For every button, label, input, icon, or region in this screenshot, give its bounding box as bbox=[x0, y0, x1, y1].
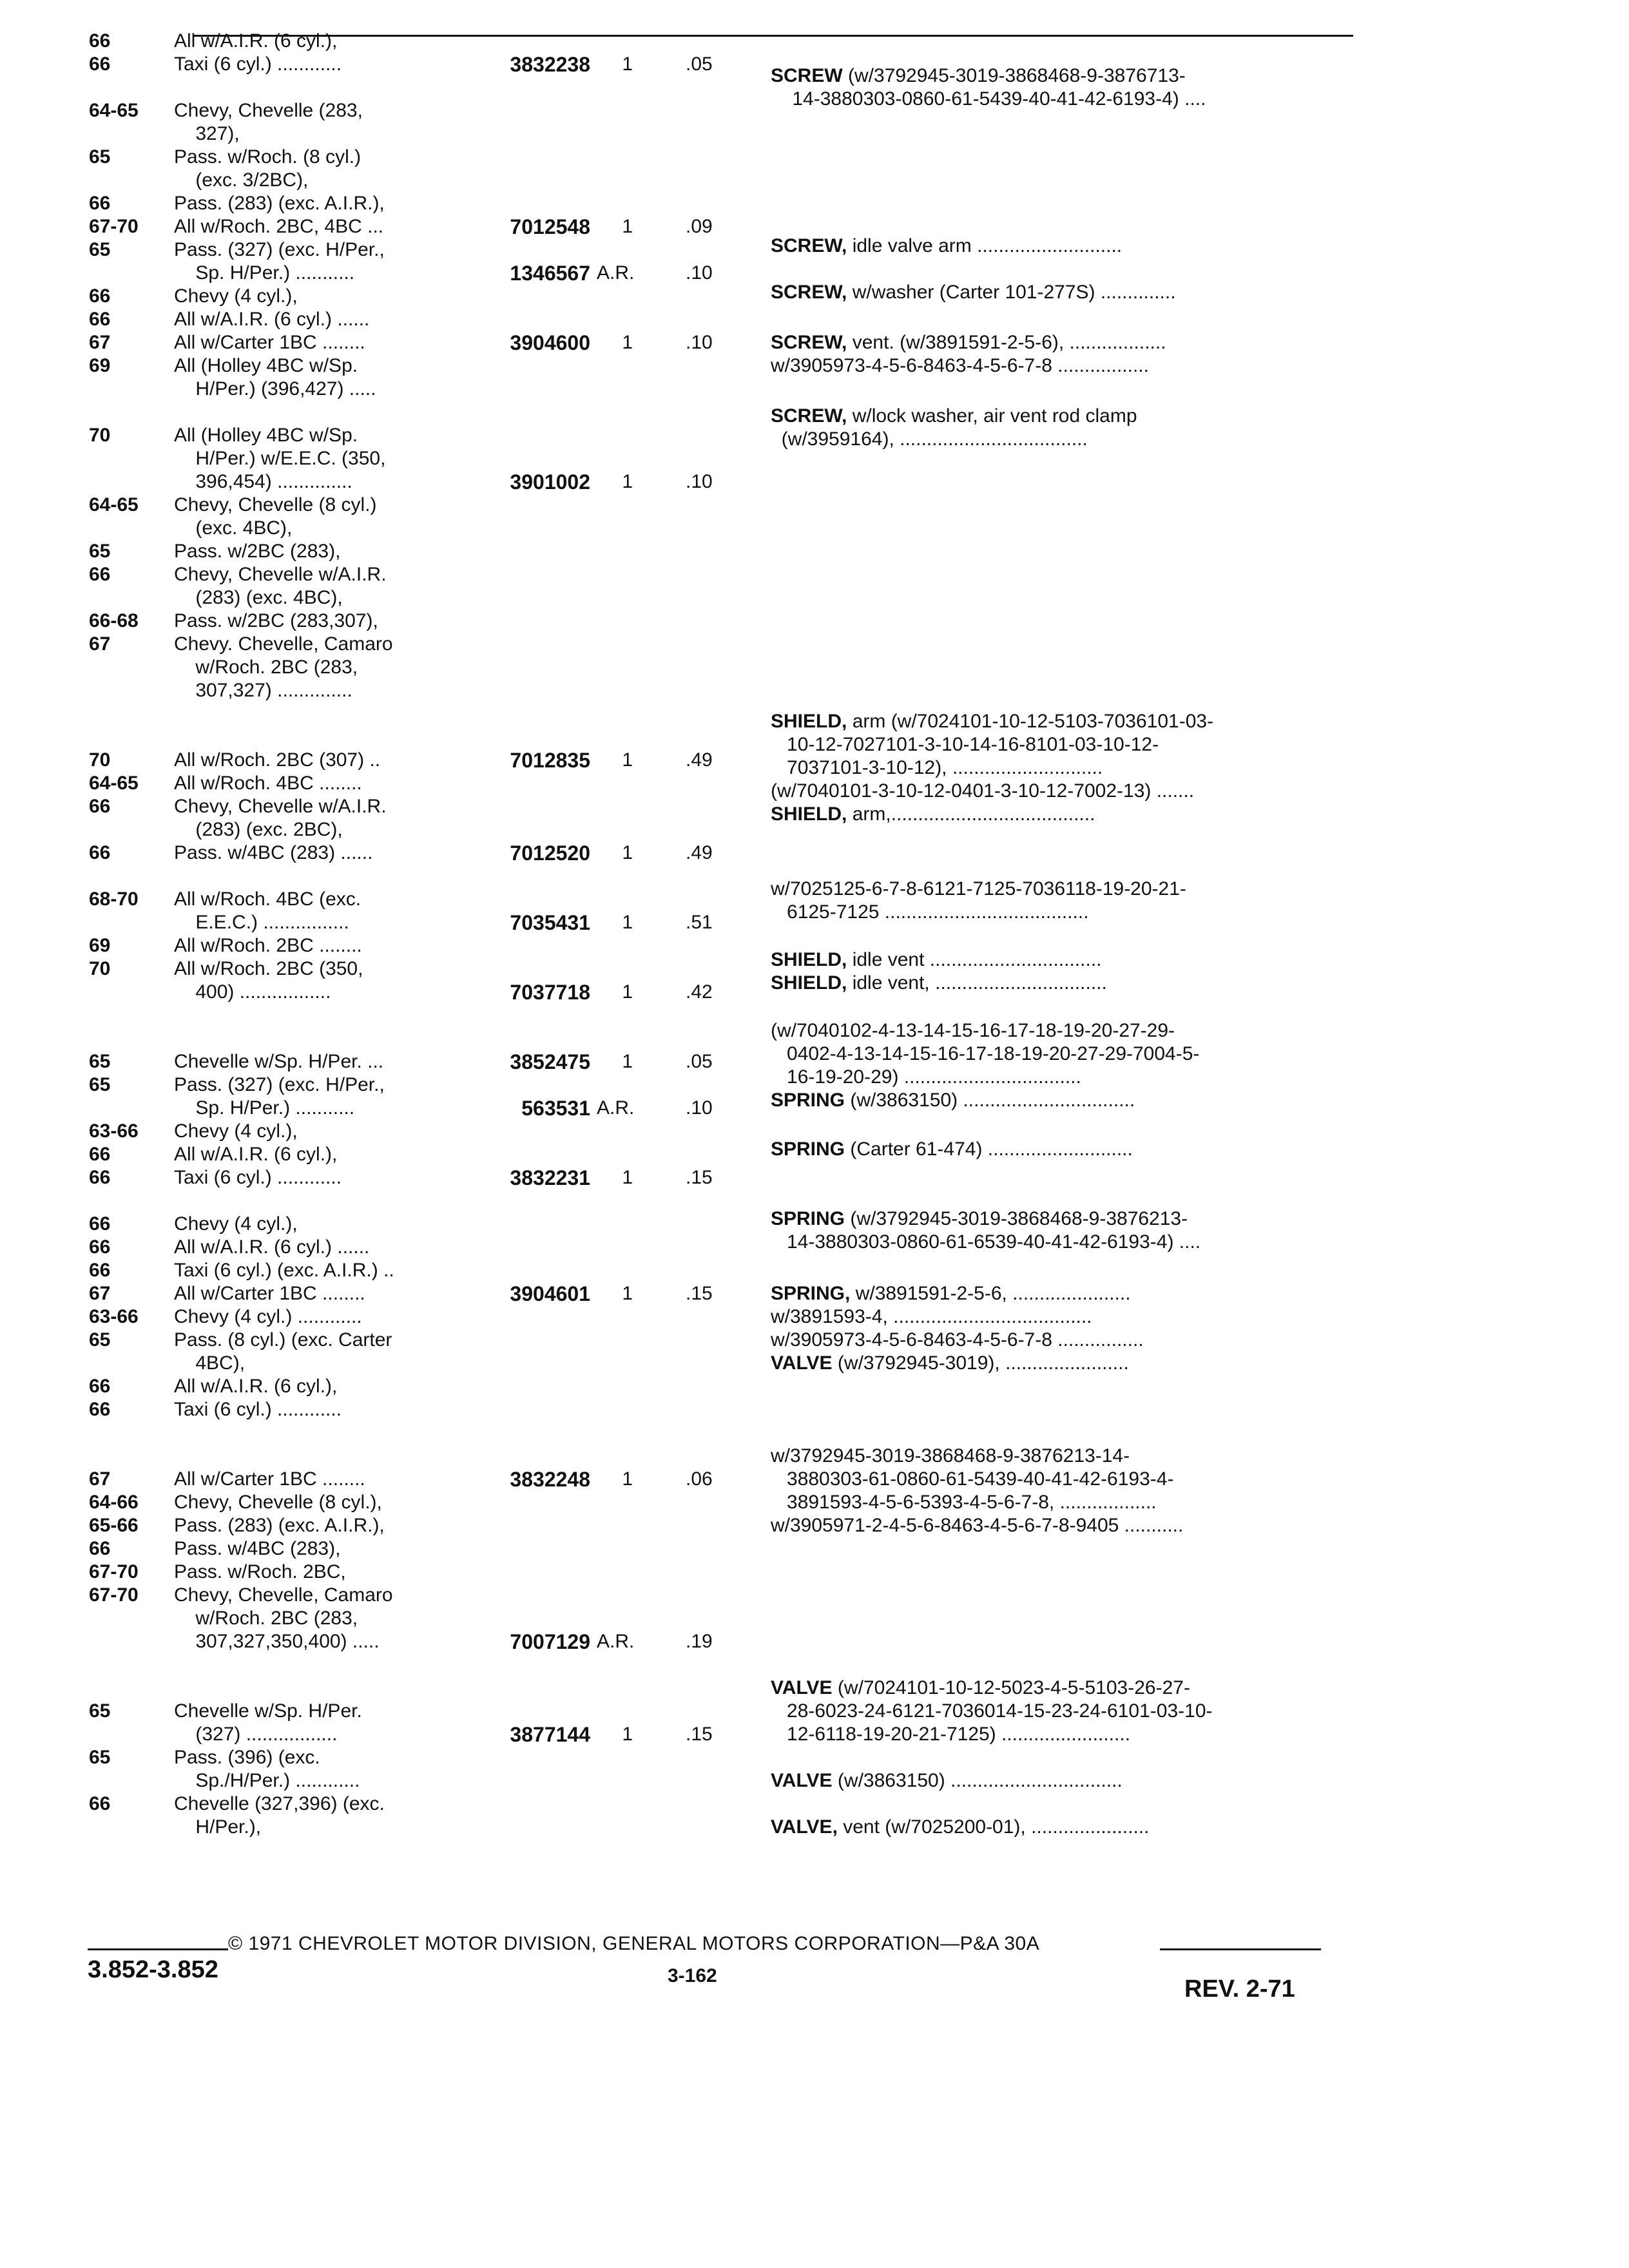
application-description: Taxi (6 cyl.) ............ bbox=[174, 1399, 342, 1420]
quantity: 1 bbox=[622, 842, 633, 863]
part-name-line bbox=[771, 1445, 1130, 1468]
model-year: 65 bbox=[89, 541, 111, 562]
model-year: 66 bbox=[89, 564, 111, 585]
part-name-line bbox=[771, 1138, 1133, 1161]
model-year: 67 bbox=[89, 633, 111, 655]
part-usage: w/3905973-4-5-6-8463-4-5-6-7-8 ................. bbox=[771, 355, 1149, 376]
part-usage: 3880303-61-0860-61-5439-40-41-42-6193-4- bbox=[771, 1468, 1174, 1490]
footer-rule-right bbox=[1160, 1948, 1321, 1950]
model-year: 66 bbox=[89, 1144, 111, 1165]
application-description: All w/Roch. 2BC (307) .. bbox=[174, 749, 381, 771]
application-description: Pass. w/4BC (283), bbox=[174, 1538, 341, 1559]
part-usage: w/lock washer, air vent rod clamp bbox=[847, 405, 1137, 427]
part-name-line bbox=[771, 901, 1089, 924]
part-name-line bbox=[771, 64, 1186, 88]
model-year: 66 bbox=[89, 309, 111, 330]
copyright-notice: © 1971 CHEVROLET MOTOR DIVISION, GENERAL MOTORS CORPORATION—P&A 30A bbox=[228, 1933, 1040, 1954]
application-description: 327), bbox=[174, 123, 240, 144]
part-name-line bbox=[771, 235, 1122, 258]
application-description: Pass. (396) (exc. bbox=[174, 1747, 320, 1768]
quantity: A.R. bbox=[597, 1097, 635, 1119]
model-year: 66 bbox=[89, 796, 111, 817]
model-year: 68-70 bbox=[89, 889, 139, 910]
part-usage: 10-12-7027101-3-10-14-16-8101-03-10-12- bbox=[771, 734, 1159, 755]
part-usage: w/3891591-2-5-6, ...................... bbox=[850, 1283, 1131, 1304]
application-description: (exc. 4BC), bbox=[174, 517, 293, 539]
model-year: 64-65 bbox=[89, 773, 139, 794]
application-description: 307,327,350,400) ..... bbox=[174, 1631, 380, 1652]
part-usage: (w/3792945-3019), ....................... bbox=[832, 1352, 1129, 1374]
part-number: 3904600 bbox=[510, 331, 590, 354]
application-description: All w/Carter 1BC ........ bbox=[174, 332, 365, 353]
model-year: 63-66 bbox=[89, 1120, 139, 1142]
application-description: All (Holley 4BC w/Sp. bbox=[174, 425, 358, 446]
quantity: 1 bbox=[622, 1724, 633, 1745]
application-description: (283) (exc. 2BC), bbox=[174, 819, 343, 840]
application-description: Pass. (327) (exc. H/Per., bbox=[174, 239, 385, 260]
part-usage: (Carter 61-474) ........................... bbox=[845, 1139, 1133, 1160]
application-description: Pass. w/2BC (283), bbox=[174, 541, 341, 562]
model-year: 69 bbox=[89, 935, 111, 956]
part-number: 7035431 bbox=[510, 911, 590, 934]
price: .09 bbox=[686, 216, 713, 237]
application-description: Pass. w/Roch. 2BC, bbox=[174, 1561, 346, 1582]
part-name-line bbox=[771, 331, 1166, 354]
quantity: 1 bbox=[622, 1468, 633, 1490]
application-description: All w/A.I.R. (6 cyl.), bbox=[174, 1144, 338, 1165]
part-usage: idle valve arm ........................... bbox=[847, 235, 1123, 256]
part-usage: vent (w/7025200-01), ...................... bbox=[837, 1816, 1150, 1838]
price: .15 bbox=[686, 1724, 713, 1745]
part-name: VALVE bbox=[771, 1770, 833, 1791]
part-usage: w/7025125-6-7-8-6121-7125-7036118-19-20-21- bbox=[771, 878, 1186, 899]
price: .10 bbox=[686, 332, 713, 353]
part-name-line bbox=[771, 1043, 1199, 1066]
part-usage: (w/7040101-3-10-12-0401-3-10-12-7002-13) ....... bbox=[771, 780, 1195, 802]
part-name-line bbox=[771, 1282, 1131, 1305]
application-description: All w/Roch. 2BC (350, bbox=[174, 958, 363, 979]
part-name-line bbox=[771, 1066, 1081, 1089]
part-name-line bbox=[771, 1305, 1092, 1329]
part-name-line bbox=[771, 1207, 1188, 1231]
part-number: 3852475 bbox=[510, 1050, 590, 1073]
part-usage: 12-6118-19-20-21-7125) ........................ bbox=[771, 1724, 1131, 1745]
model-year: 66 bbox=[89, 53, 111, 75]
model-year: 70 bbox=[89, 749, 111, 771]
part-number: 3832248 bbox=[510, 1468, 590, 1491]
part-name-line bbox=[771, 780, 1194, 803]
model-year: 69 bbox=[89, 355, 111, 376]
application-description: H/Per.) (396,427) ..... bbox=[174, 378, 376, 399]
part-number: 3901002 bbox=[510, 470, 590, 494]
section-code: 3.852-3.852 bbox=[88, 1956, 218, 1983]
application-description: Chevy, Chevelle, Camaro bbox=[174, 1584, 393, 1606]
quantity: 1 bbox=[622, 981, 633, 1003]
model-year: 66 bbox=[89, 842, 111, 863]
model-year: 66 bbox=[89, 1538, 111, 1559]
part-name: SHIELD, bbox=[771, 949, 847, 970]
part-name-line bbox=[771, 1514, 1183, 1537]
part-number: 7037718 bbox=[510, 981, 590, 1004]
part-usage: w/washer (Carter 101-277S) .............. bbox=[847, 282, 1176, 303]
model-year: 67 bbox=[89, 1283, 111, 1304]
model-year: 66 bbox=[89, 285, 111, 307]
part-name: SPRING bbox=[771, 1208, 845, 1229]
part-usage: w/3905971-2-4-5-6-8463-4-5-6-7-8-9405 ........... bbox=[771, 1515, 1184, 1536]
application-description: Taxi (6 cyl.) ............ bbox=[174, 53, 342, 75]
part-number: 3832238 bbox=[510, 53, 590, 76]
part-usage: 14-3880303-0860-61-6539-40-41-42-6193-4) .... bbox=[771, 1231, 1201, 1253]
model-year: 70 bbox=[89, 958, 111, 979]
quantity: 1 bbox=[622, 216, 633, 237]
application-description: (exc. 3/2BC), bbox=[174, 169, 309, 191]
application-description: All w/A.I.R. (6 cyl.), bbox=[174, 30, 338, 52]
part-name-line bbox=[771, 1019, 1175, 1043]
application-description: All w/Carter 1BC ........ bbox=[174, 1283, 365, 1304]
part-name-line bbox=[771, 1491, 1157, 1514]
part-usage: arm,...................................... bbox=[847, 803, 1095, 825]
application-description: Pass. (327) (exc. H/Per., bbox=[174, 1074, 385, 1095]
part-usage: w/3905973-4-5-6-8463-4-5-6-7-8 ................ bbox=[771, 1329, 1144, 1350]
application-description: 396,454) .............. bbox=[174, 471, 352, 492]
price: .05 bbox=[686, 1051, 713, 1072]
application-description: Sp./H/Per.) ............ bbox=[174, 1770, 360, 1791]
part-name-line bbox=[771, 1769, 1123, 1792]
application-description: Pass. (8 cyl.) (exc. Carter bbox=[174, 1329, 392, 1350]
part-number: 563531 bbox=[521, 1097, 590, 1120]
part-usage: vent. (w/3891591-2-5-6), .................. bbox=[847, 332, 1166, 353]
price: .05 bbox=[686, 53, 713, 75]
quantity: A.R. bbox=[597, 1631, 635, 1652]
part-name-line bbox=[771, 405, 1137, 428]
application-description: Pass. (283) (exc. A.I.R.), bbox=[174, 1515, 385, 1536]
quantity: 1 bbox=[622, 1283, 633, 1304]
part-name-line bbox=[771, 1816, 1149, 1839]
model-year: 65 bbox=[89, 1700, 111, 1722]
part-name-line bbox=[771, 972, 1107, 995]
model-year: 65 bbox=[89, 1747, 111, 1768]
part-name: SCREW, bbox=[771, 332, 847, 353]
part-name: VALVE bbox=[771, 1677, 833, 1698]
model-year: 67 bbox=[89, 332, 111, 353]
model-year: 67-70 bbox=[89, 1561, 139, 1582]
part-name-line bbox=[771, 281, 1176, 304]
application-description: w/Roch. 2BC (283, bbox=[174, 1608, 358, 1629]
part-name: SHIELD, bbox=[771, 972, 847, 994]
application-description: Chevy (4 cyl.), bbox=[174, 1120, 298, 1142]
part-name-line bbox=[771, 354, 1149, 378]
application-description: Sp. H/Per.) ........... bbox=[174, 262, 355, 284]
application-description: H/Per.), bbox=[174, 1816, 262, 1838]
application-description: Chevelle w/Sp. H/Per. bbox=[174, 1700, 362, 1722]
quantity: 1 bbox=[622, 332, 633, 353]
part-name-line bbox=[771, 428, 1088, 451]
model-year: 65 bbox=[89, 239, 111, 260]
price: .10 bbox=[686, 1097, 713, 1119]
part-number: 7012548 bbox=[510, 215, 590, 238]
application-description: Chevy, Chevelle (8 cyl.) bbox=[174, 494, 377, 515]
application-description: Pass. w/Roch. (8 cyl.) bbox=[174, 146, 361, 168]
model-year: 66 bbox=[89, 193, 111, 214]
application-description: 307,327) .............. bbox=[174, 680, 352, 701]
part-name: SCREW bbox=[771, 65, 843, 86]
part-name-line bbox=[771, 1329, 1144, 1352]
price: .49 bbox=[686, 749, 713, 771]
part-name-line bbox=[771, 1700, 1213, 1723]
application-description: Taxi (6 cyl.) (exc. A.I.R.) .. bbox=[174, 1260, 394, 1281]
part-usage: 14-3880303-0860-61-5439-40-41-42-6193-4) .... bbox=[771, 88, 1206, 110]
part-usage: (w/7024101-10-12-5023-4-5-5103-26-27- bbox=[832, 1677, 1190, 1698]
application-description: All w/A.I.R. (6 cyl.), bbox=[174, 1376, 338, 1397]
model-year: 65 bbox=[89, 1074, 111, 1095]
model-year: 66 bbox=[89, 1793, 111, 1814]
application-description: All w/Roch. 2BC ........ bbox=[174, 935, 362, 956]
part-usage: arm (w/7024101-10-12-5103-7036101-03- bbox=[847, 711, 1214, 732]
top-rule bbox=[193, 35, 1353, 37]
price: .49 bbox=[686, 842, 713, 863]
part-name-line bbox=[771, 948, 1102, 972]
application-description: All w/Roch. 4BC ........ bbox=[174, 773, 362, 794]
model-year: 66 bbox=[89, 1399, 111, 1420]
application-description: Chevy, Chevelle (8 cyl.), bbox=[174, 1492, 382, 1513]
part-name-line bbox=[771, 878, 1186, 901]
application-description: w/Roch. 2BC (283, bbox=[174, 657, 358, 678]
model-year: 67-70 bbox=[89, 216, 139, 237]
model-year: 65-66 bbox=[89, 1515, 139, 1536]
model-year: 65 bbox=[89, 1051, 111, 1072]
price: .06 bbox=[686, 1468, 713, 1490]
application-description: All w/A.I.R. (6 cyl.) ...... bbox=[174, 309, 370, 330]
part-number: 7012835 bbox=[510, 749, 590, 772]
quantity: 1 bbox=[622, 749, 633, 771]
part-usage: w/3891593-4, ..................................... bbox=[771, 1306, 1092, 1327]
part-name: SCREW, bbox=[771, 405, 847, 427]
part-usage: (w/3959164), ................................... bbox=[771, 428, 1088, 450]
model-year: 66 bbox=[89, 1167, 111, 1188]
part-number: 3877144 bbox=[510, 1723, 590, 1746]
application-description: Chevy (4 cyl.), bbox=[174, 1213, 298, 1235]
part-usage: 28-6023-24-6121-7036014-15-23-24-6101-03-10- bbox=[771, 1700, 1213, 1722]
application-description: H/Per.) w/E.E.C. (350, bbox=[174, 448, 386, 469]
application-description: (283) (exc. 4BC), bbox=[174, 587, 343, 608]
application-description: Pass. (283) (exc. A.I.R.), bbox=[174, 193, 385, 214]
part-usage: 6125-7125 ...................................... bbox=[771, 901, 1089, 923]
part-name-line bbox=[771, 756, 1103, 780]
part-name-line bbox=[771, 1468, 1173, 1491]
part-name-line bbox=[771, 803, 1095, 826]
application-description: Chevy (4 cyl.) ............ bbox=[174, 1306, 362, 1327]
part-usage: (w/3792945-3019-3868468-9-3876213- bbox=[845, 1208, 1188, 1229]
application-description: 4BC), bbox=[174, 1352, 246, 1374]
part-name: VALVE, bbox=[771, 1816, 838, 1838]
model-year: 66 bbox=[89, 30, 111, 52]
price: .15 bbox=[686, 1283, 713, 1304]
application-description: Chevy, Chevelle (283, bbox=[174, 100, 363, 121]
application-description: All w/Roch. 2BC, 4BC ... bbox=[174, 216, 384, 237]
quantity: 1 bbox=[622, 471, 633, 492]
revision-label: REV. 2-71 bbox=[1184, 1975, 1295, 2003]
quantity: 1 bbox=[622, 1051, 633, 1072]
part-usage: 3891593-4-5-6-5393-4-5-6-7-8, .................. bbox=[771, 1492, 1157, 1513]
model-year: 64-65 bbox=[89, 100, 139, 121]
application-description: All w/Roch. 4BC (exc. bbox=[174, 889, 361, 910]
model-year: 65 bbox=[89, 146, 111, 168]
part-name-line bbox=[771, 1231, 1200, 1254]
part-name: SPRING bbox=[771, 1090, 845, 1111]
application-description: All w/Carter 1BC ........ bbox=[174, 1468, 365, 1490]
footer-rule-left bbox=[88, 1948, 228, 1950]
application-description: All (Holley 4BC w/Sp. bbox=[174, 355, 358, 376]
part-name: VALVE bbox=[771, 1352, 833, 1374]
part-name-line bbox=[771, 88, 1206, 111]
model-year: 64-66 bbox=[89, 1492, 139, 1513]
application-description: E.E.C.) ................ bbox=[174, 912, 349, 933]
page-number: 3-162 bbox=[668, 1965, 717, 1986]
part-number: 3832231 bbox=[510, 1166, 590, 1189]
quantity: A.R. bbox=[597, 262, 635, 284]
application-description: (327) ................. bbox=[174, 1724, 338, 1745]
part-number: 1346567 bbox=[510, 262, 590, 285]
application-description: 400) ................. bbox=[174, 981, 331, 1003]
part-name: SCREW, bbox=[771, 282, 847, 303]
part-usage: 7037101-3-10-12), ............................ bbox=[771, 757, 1103, 778]
price: .10 bbox=[686, 262, 713, 284]
model-year: 70 bbox=[89, 425, 111, 446]
price: .10 bbox=[686, 471, 713, 492]
price: .15 bbox=[686, 1167, 713, 1188]
model-year: 64-65 bbox=[89, 494, 139, 515]
part-usage: w/3792945-3019-3868468-9-3876213-14- bbox=[771, 1445, 1130, 1466]
application-description: Chevelle w/Sp. H/Per. ... bbox=[174, 1051, 384, 1072]
quantity: 1 bbox=[622, 53, 633, 75]
part-name-line bbox=[771, 1352, 1129, 1375]
application-description: All w/A.I.R. (6 cyl.) ...... bbox=[174, 1236, 370, 1258]
part-usage: (w/3792945-3019-3868468-9-3876713- bbox=[842, 65, 1186, 86]
part-number: 3904601 bbox=[510, 1282, 590, 1305]
part-usage: (w/3863150) ................................ bbox=[832, 1770, 1123, 1791]
model-year: 66 bbox=[89, 1376, 111, 1397]
model-year: 63-66 bbox=[89, 1306, 139, 1327]
model-year: 67-70 bbox=[89, 1584, 139, 1606]
part-usage: idle vent ................................ bbox=[847, 949, 1102, 970]
application-description: Chevelle (327,396) (exc. bbox=[174, 1793, 385, 1814]
application-description: Pass. w/4BC (283) ...... bbox=[174, 842, 373, 863]
application-description: Pass. w/2BC (283,307), bbox=[174, 610, 378, 631]
part-usage: (w/3863150) ................................ bbox=[845, 1090, 1135, 1111]
application-description: Chevy, Chevelle w/A.I.R. bbox=[174, 796, 387, 817]
quantity: 1 bbox=[622, 912, 633, 933]
part-name: SPRING, bbox=[771, 1283, 851, 1304]
part-usage: 16-19-20-29) ................................. bbox=[771, 1066, 1081, 1088]
price: .19 bbox=[686, 1631, 713, 1652]
part-number: 7012520 bbox=[510, 841, 590, 865]
part-name: SPRING bbox=[771, 1139, 845, 1160]
model-year: 65 bbox=[89, 1329, 111, 1350]
application-description: Sp. H/Per.) ........... bbox=[174, 1097, 355, 1119]
part-name-line bbox=[771, 1723, 1130, 1746]
part-name-line bbox=[771, 710, 1213, 733]
part-name: SHIELD, bbox=[771, 711, 847, 732]
part-name-line bbox=[771, 1677, 1190, 1700]
price: .42 bbox=[686, 981, 713, 1003]
part-name: SHIELD, bbox=[771, 803, 847, 825]
model-year: 66 bbox=[89, 1260, 111, 1281]
model-year: 66-68 bbox=[89, 610, 139, 631]
part-name-line bbox=[771, 1089, 1135, 1112]
application-description: Taxi (6 cyl.) ............ bbox=[174, 1167, 342, 1188]
part-usage: 0402-4-13-14-15-16-17-18-19-20-27-29-7004-5- bbox=[771, 1043, 1200, 1064]
model-year: 66 bbox=[89, 1236, 111, 1258]
application-description: Chevy, Chevelle w/A.I.R. bbox=[174, 564, 387, 585]
quantity: 1 bbox=[622, 1167, 633, 1188]
application-description: Chevy. Chevelle, Camaro bbox=[174, 633, 393, 655]
price: .51 bbox=[686, 912, 713, 933]
part-usage: (w/7040102-4-13-14-15-16-17-18-19-20-27-29- bbox=[771, 1020, 1175, 1041]
model-year: 67 bbox=[89, 1468, 111, 1490]
application-description: Chevy (4 cyl.), bbox=[174, 285, 298, 307]
part-name-line bbox=[771, 733, 1159, 756]
part-name: SCREW, bbox=[771, 235, 847, 256]
part-number: 7007129 bbox=[510, 1630, 590, 1653]
part-usage: idle vent, ................................ bbox=[847, 972, 1107, 994]
model-year: 66 bbox=[89, 1213, 111, 1235]
